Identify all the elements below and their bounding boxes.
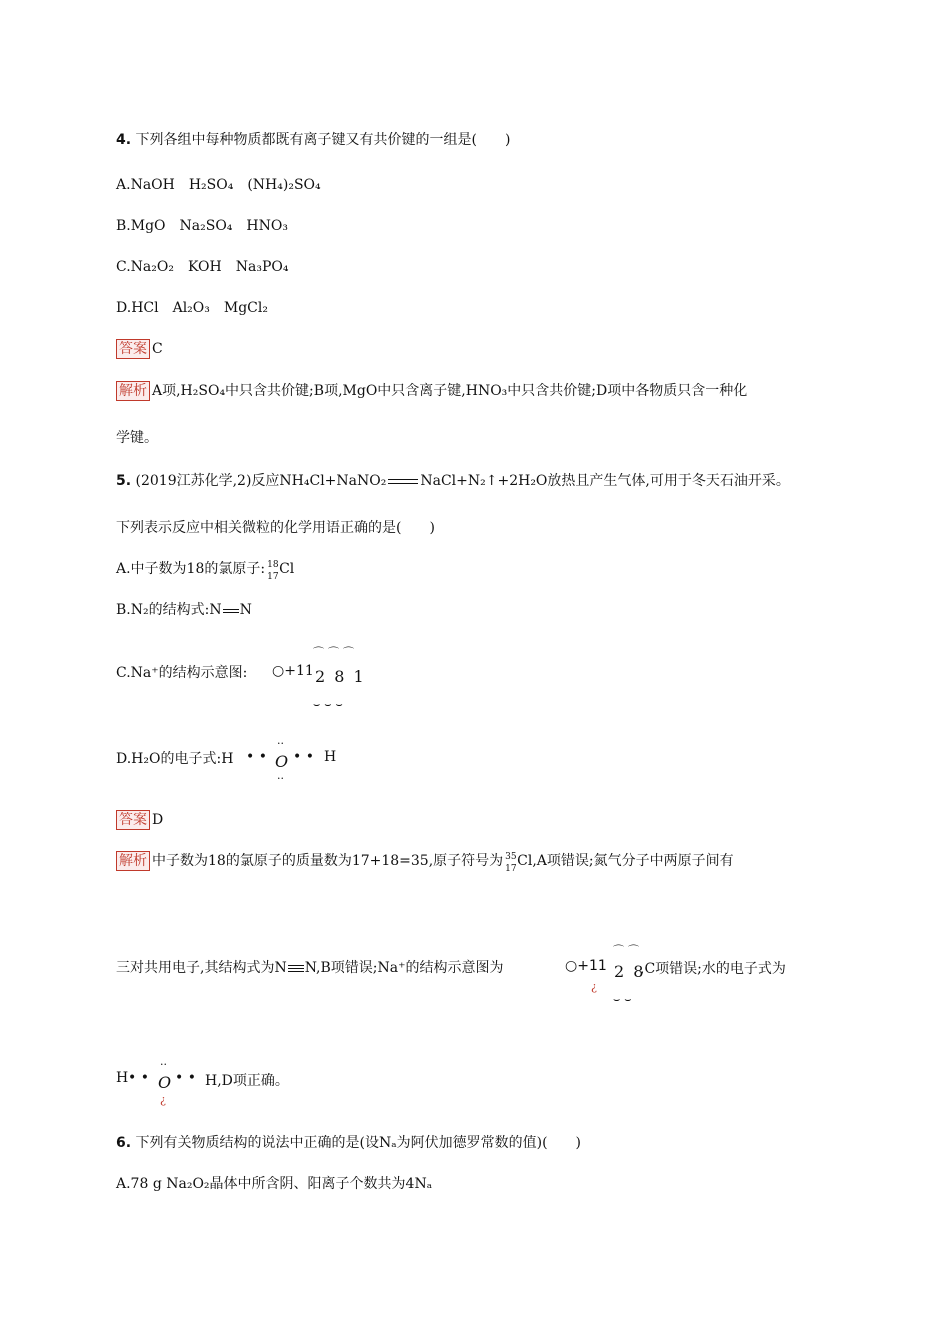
q4-option-d	[116, 298, 268, 318]
electron-dots-top: ··	[277, 737, 284, 750]
electron-dots-bottom: ··	[277, 772, 284, 785]
q4-answer-line	[116, 339, 163, 359]
isotope-atomic-number: 17	[505, 864, 517, 874]
q4-option-c	[116, 257, 288, 277]
q5-analysis-line-2	[116, 958, 504, 978]
q4-option-d-text: HCl Al₂O₃ MgCl₂	[131, 300, 268, 316]
garbled-glyph: ¿	[160, 1093, 166, 1106]
q4-stem-line	[116, 130, 510, 150]
q6-number: 6.	[116, 1135, 132, 1151]
reaction-equals-sign	[386, 471, 420, 491]
q4-analysis-2: 学键。	[116, 430, 158, 446]
isotope-notation-35	[503, 851, 517, 874]
q5-stem-2: 下列表示反应中相关微粒的化学用语正确的是( )	[116, 520, 435, 536]
q5-option-b-text: B.N₂的结构式:N	[116, 602, 222, 618]
q5-option-d-text: D.H₂O的电子式:H	[116, 751, 234, 767]
q4-option-c-text: Na₂O₂ KOH Na₃PO₄	[130, 259, 289, 275]
analysis-tag: 解析	[116, 851, 150, 871]
q4-option-a	[116, 175, 321, 195]
q5-analysis-1a: 中子数为18的氯原子的质量数为17+18=35,原子符号为	[152, 853, 504, 869]
q5-analysis-2b: N,B项错误;Na⁺的结构示意图为	[304, 960, 504, 976]
q4-option-d-label: D.	[116, 300, 132, 316]
analysis-oxygen: O	[158, 1073, 172, 1092]
answer-tag: 答案	[116, 339, 150, 359]
q5-analysis-1b: Cl,A项错误;氮气分子中两原子间有	[517, 853, 734, 869]
q5-stem-1b: NaCl+N₂↑+2H₂O放热且产生气体,可用于冬天石油开采。	[420, 473, 790, 489]
q5-analysis-3b: H,D项正确。	[205, 1073, 289, 1089]
answer-tag: 答案	[116, 810, 150, 830]
q5-analysis-2a: 三对共用电子,其结构式为N	[116, 960, 287, 976]
q4-stem: 下列各组中每种物质都既有离子键又有共价键的一组是( )	[135, 132, 511, 148]
oxygen-symbol: O	[275, 752, 289, 771]
q5-option-a-text: A.中子数为18的氯原子:	[116, 561, 266, 577]
electron-dots-left: • •	[246, 749, 267, 765]
q6-stem: 下列有关物质结构的说法中正确的是(设Nₐ为阿伏加德罗常数的值)( )	[135, 1135, 582, 1151]
q4-option-b-text: MgO Na₂SO₄ HNO₃	[130, 218, 288, 234]
analysis-atom-nucleus: ○+11	[565, 958, 607, 974]
q4-option-b	[116, 216, 288, 236]
shell-arcs-bottom: ⌣⌣⌣	[313, 698, 347, 711]
q5-stem-1a: (2019江苏化学,2)反应NH₄Cl+NaNO₂	[135, 473, 387, 489]
analysis-electron-shells: 2 8	[614, 962, 646, 981]
q5-option-c-text: C.Na⁺的结构示意图:	[116, 665, 248, 681]
isotope-symbol: Cl	[279, 561, 295, 577]
q4-option-a-label: A.	[116, 177, 131, 193]
q4-option-a-text: NaOH H₂SO₄ (NH₄)₂SO₄	[130, 177, 321, 193]
q5-option-a	[116, 559, 295, 582]
atom-nucleus: ○+11	[272, 663, 314, 679]
q5-analysis-2c: ,C项错误;水的电子式为	[640, 961, 786, 977]
shell-arcs-top: ⌒⌒⌒	[313, 646, 358, 659]
q4-option-b-label: B.	[116, 218, 131, 234]
q6-stem-line	[116, 1133, 581, 1153]
q6-option-a-text: A.78 g Na₂O₂晶体中所含阴、阳离子个数共为4Nₐ	[116, 1176, 433, 1192]
electron-dots-right: • •	[293, 749, 314, 765]
triple-bond-symbol	[287, 958, 305, 978]
double-bond-symbol	[222, 600, 240, 620]
isotope-mass-number: 18	[267, 560, 279, 570]
q5-option-b-end: N	[239, 602, 252, 618]
q4-analysis-line-1	[116, 381, 747, 401]
q5-option-d	[116, 749, 233, 769]
analysis-shell-arcs-top: ⌒⌒	[613, 944, 643, 957]
hydrogen-symbol: H	[324, 749, 337, 765]
electron-shells: 2 8 1	[315, 667, 366, 686]
q5-option-b	[116, 600, 252, 620]
q4-number: 4.	[116, 132, 132, 148]
q5-number: 5.	[116, 473, 132, 489]
q5-option-c	[116, 663, 247, 683]
analysis-shell-arcs-bottom: ⌣⌣	[613, 993, 636, 1006]
q5-answer-line	[116, 810, 163, 830]
q5-stem-line-2	[116, 518, 435, 538]
analysis-dots-top: ··	[160, 1058, 167, 1071]
q6-option-a	[116, 1174, 432, 1194]
q4-answer: C	[152, 341, 163, 357]
q5-stem-line-1	[116, 471, 790, 491]
q4-analysis-line-2	[116, 428, 158, 448]
q5-answer: D	[152, 812, 164, 828]
isotope-mass-number: 35	[505, 852, 517, 862]
garbled-glyph: ¿	[591, 980, 597, 993]
q4-option-c-label: C.	[116, 259, 131, 275]
isotope-atomic-number: 17	[267, 572, 279, 582]
isotope-notation	[265, 559, 279, 582]
analysis-tag: 解析	[116, 381, 150, 401]
analysis-dots-right: • •	[175, 1070, 196, 1086]
q5-analysis-line-1	[116, 851, 734, 874]
analysis-hydrogen-left: H	[116, 1070, 129, 1086]
q4-analysis-1: A项,H₂SO₄中只含共价键;B项,MgO中只含离子键,HNO₃中只含共价键;D项中各物质只含一种化	[152, 383, 748, 399]
analysis-dots-left: • •	[128, 1070, 149, 1086]
